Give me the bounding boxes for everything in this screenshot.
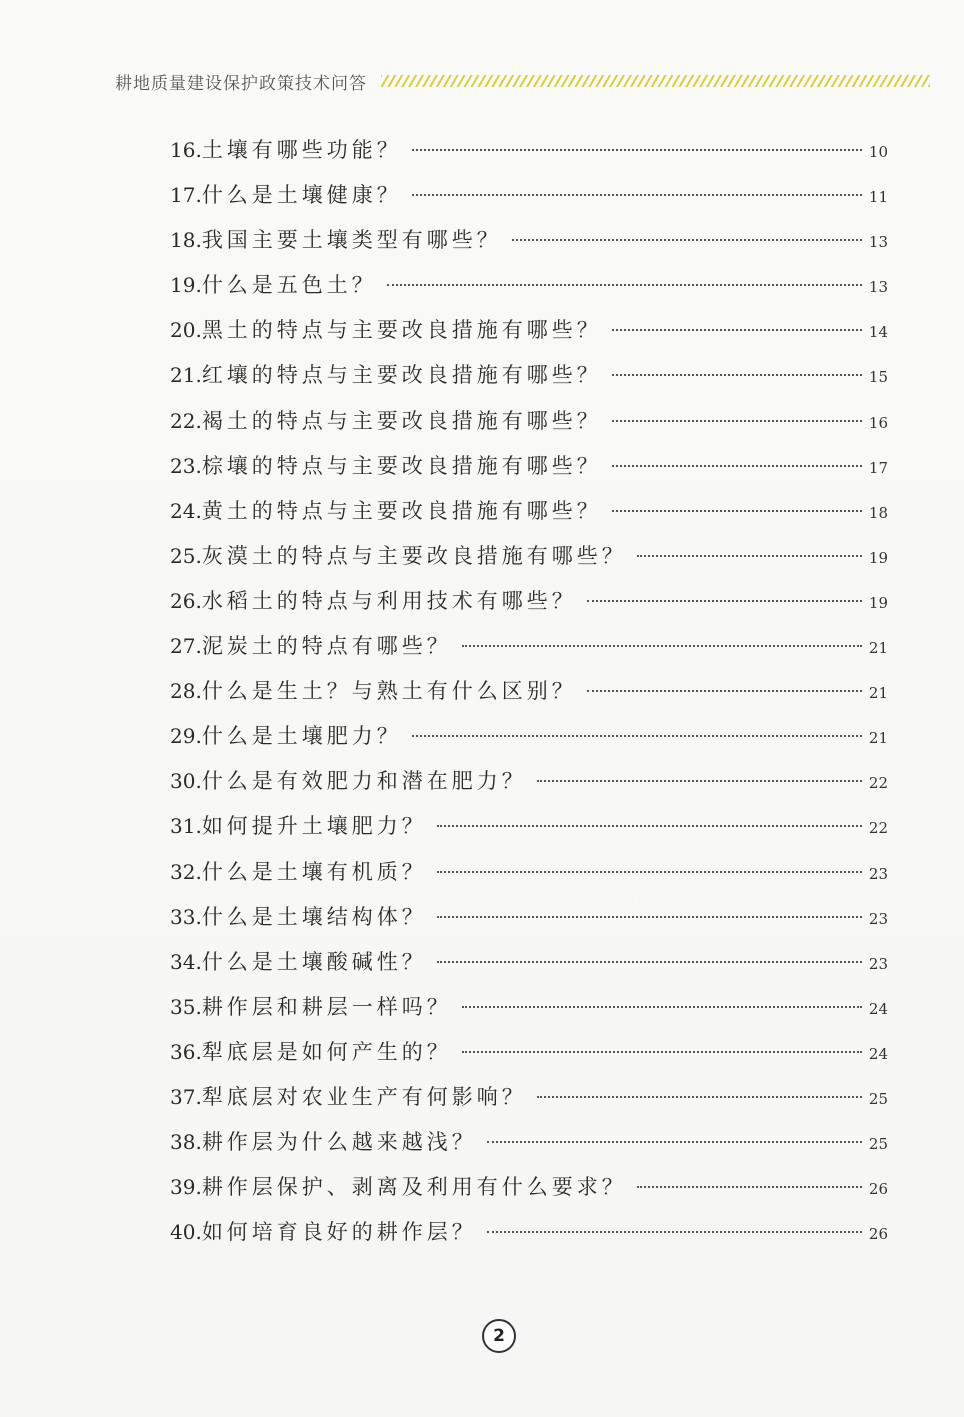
- toc-entry-number: 29.: [170, 724, 202, 749]
- toc-entry-title: 水稻土的特点与利用技术有哪些？: [201, 588, 577, 613]
- toc-leader-dots: [462, 1051, 862, 1053]
- toc-entry[interactable]: [170, 359, 888, 404]
- toc-entry[interactable]: [170, 540, 888, 585]
- toc-leader-dots: [412, 194, 862, 196]
- toc-entry-number: 35.: [170, 994, 202, 1019]
- toc-entry-title: 什么是五色土？: [201, 273, 377, 298]
- toc-entry-number: 18.: [170, 228, 202, 253]
- toc-entry-number: 31.: [170, 814, 202, 839]
- toc-entry-number: 34.: [170, 949, 202, 974]
- toc-entry-page: 13: [868, 278, 888, 297]
- toc-entry-number: 21.: [170, 363, 202, 388]
- toc-entry-page: 26: [868, 1225, 888, 1244]
- toc-entry-title: 什么是生土？与熟土有什么区别？: [201, 679, 577, 704]
- toc-entry-title: 褐土的特点与主要改良措施有哪些？: [201, 408, 602, 433]
- toc-entry-title: 犁底层对农业生产有何影响？: [201, 1084, 527, 1109]
- header-title: 耕地质量建设保护政策技术问答: [115, 73, 367, 94]
- toc-entry[interactable]: [170, 765, 888, 810]
- toc-entry[interactable]: [170, 946, 888, 991]
- toc-entry-number: 27.: [170, 634, 202, 659]
- toc-entry-page: 15: [868, 368, 888, 387]
- toc-entry[interactable]: [170, 630, 888, 675]
- toc-entry-number: 25.: [170, 543, 202, 568]
- toc-entry-number: 38.: [170, 1130, 202, 1155]
- toc-leader-dots: [437, 961, 862, 963]
- toc-entry[interactable]: [170, 495, 888, 540]
- toc-entry-number: 23.: [170, 453, 202, 478]
- toc-entry-page: 24: [868, 1044, 888, 1063]
- toc-entry-page: 10: [868, 143, 888, 161]
- toc-entry[interactable]: [170, 1081, 888, 1126]
- toc-entry[interactable]: [170, 179, 888, 224]
- toc-entry-page: 21: [868, 729, 888, 748]
- toc-entry-title: 土壤有哪些功能？: [201, 138, 402, 162]
- toc-entry-page: 21: [868, 684, 888, 703]
- toc-entry[interactable]: [170, 1216, 888, 1261]
- toc-entry-page: 22: [868, 819, 888, 838]
- toc-leader-dots: [387, 284, 862, 286]
- toc-entry-page: 17: [868, 458, 888, 477]
- toc-entry[interactable]: [170, 810, 888, 855]
- toc-entry-number: 17.: [170, 183, 202, 208]
- toc-entry-number: 19.: [170, 273, 202, 298]
- toc-entry[interactable]: [170, 1171, 888, 1216]
- toc-leader-dots: [537, 780, 862, 782]
- toc-entry-title: 泥炭土的特点有哪些？: [201, 634, 452, 659]
- toc-entry[interactable]: [170, 675, 888, 720]
- toc-entry-page: 21: [868, 639, 888, 658]
- toc-entry-page: 16: [868, 413, 888, 432]
- toc-leader-dots: [612, 329, 862, 331]
- toc-leader-dots: [437, 916, 862, 918]
- toc-entry-title: 我国主要土壤类型有哪些？: [201, 228, 502, 253]
- toc-entry[interactable]: [170, 901, 888, 946]
- toc-leader-dots: [437, 871, 862, 873]
- toc-leader-dots: [637, 1186, 862, 1188]
- toc-leader-dots: [487, 1141, 862, 1143]
- toc-entry-title: 什么是土壤健康？: [201, 183, 402, 208]
- toc-entry-page: 23: [868, 909, 888, 928]
- toc-entry-number: 16.: [170, 138, 202, 162]
- toc-entry-page: 13: [868, 233, 888, 252]
- toc-entry-page: 22: [868, 774, 888, 793]
- toc-entry-number: 33.: [170, 904, 202, 929]
- toc-entry-number: 22.: [170, 408, 202, 433]
- toc-leader-dots: [412, 735, 862, 737]
- toc-entry-page: 25: [868, 1089, 888, 1108]
- toc-entry-page: 23: [868, 954, 888, 973]
- toc-entry-title: 什么是土壤酸碱性？: [201, 949, 427, 974]
- toc-entry-number: 26.: [170, 588, 202, 613]
- toc-leader-dots: [637, 555, 862, 557]
- toc-entry-page: 19: [868, 593, 888, 612]
- toc-leader-dots: [612, 465, 862, 467]
- toc-entry-number: 28.: [170, 679, 202, 704]
- toc-entry[interactable]: [170, 405, 888, 450]
- toc-entry-number: 39.: [170, 1175, 202, 1200]
- toc-leader-dots: [612, 420, 862, 422]
- toc-entry-title: 黑土的特点与主要改良措施有哪些？: [201, 318, 602, 343]
- toc-entry[interactable]: [170, 856, 888, 901]
- toc-entry-page: 11: [868, 188, 888, 207]
- toc-leader-dots: [537, 1096, 862, 1098]
- toc-entry-title: 黄土的特点与主要改良措施有哪些？: [201, 498, 602, 523]
- toc-entry-title: 红壤的特点与主要改良措施有哪些？: [201, 363, 602, 388]
- toc-entry[interactable]: [170, 991, 888, 1036]
- running-header: [115, 68, 930, 94]
- toc-entry[interactable]: [170, 720, 888, 765]
- toc-leader-dots: [462, 1006, 862, 1008]
- toc-entry-page: 26: [868, 1180, 888, 1199]
- toc-leader-dots: [512, 239, 862, 241]
- toc-leader-dots: [487, 1231, 862, 1233]
- toc-entry[interactable]: [170, 1036, 888, 1081]
- toc-entry-number: 30.: [170, 769, 202, 794]
- page-number: 2: [482, 1319, 516, 1353]
- toc-entry-number: 24.: [170, 498, 202, 523]
- toc-entry-page: 24: [868, 999, 888, 1018]
- toc-entry-page: 25: [868, 1135, 888, 1154]
- toc-entry-title: 什么是土壤结构体？: [201, 904, 427, 929]
- toc-entry-title: 什么是有效肥力和潜在肥力？: [201, 769, 527, 794]
- toc-entry[interactable]: [170, 314, 888, 359]
- toc-entry[interactable]: [170, 585, 888, 630]
- toc-leader-dots: [612, 374, 862, 376]
- toc-entry-title: 棕壤的特点与主要改良措施有哪些？: [201, 453, 602, 478]
- toc-leader-dots: [587, 690, 862, 692]
- toc-entry-title: 耕作层和耕层一样吗？: [201, 994, 452, 1019]
- toc-leader-dots: [587, 600, 862, 602]
- toc-entry-title: 如何提升土壤肥力？: [201, 814, 427, 839]
- toc-entry[interactable]: [170, 1126, 888, 1171]
- toc-entry-title: 耕作层保护、剥离及利用有什么要求？: [201, 1175, 627, 1200]
- toc-entry[interactable]: [170, 224, 888, 269]
- toc-entry-page: 23: [868, 864, 888, 883]
- table-of-contents: [170, 134, 888, 1261]
- toc-entry-number: 36.: [170, 1039, 202, 1064]
- toc-entry-title: 犁底层是如何产生的？: [201, 1039, 452, 1064]
- toc-entry-title: 什么是土壤肥力？: [201, 724, 402, 749]
- toc-entry-number: 32.: [170, 859, 202, 884]
- toc-entry-page: 18: [868, 503, 888, 522]
- toc-entry[interactable]: [170, 269, 888, 314]
- toc-entry-title: 什么是土壤有机质？: [201, 859, 427, 884]
- toc-entry[interactable]: [170, 450, 888, 495]
- toc-leader-dots: [612, 510, 862, 512]
- toc-entry[interactable]: [170, 134, 888, 179]
- toc-leader-dots: [437, 825, 862, 827]
- toc-entry-title: 如何培育良好的耕作层？: [201, 1220, 477, 1245]
- toc-leader-dots: [462, 645, 862, 647]
- toc-entry-title: 耕作层为什么越来越浅？: [201, 1130, 477, 1155]
- header-stripe-decoration: [381, 75, 930, 87]
- toc-entry-page: 14: [868, 323, 888, 342]
- toc-entry-number: 40.: [170, 1220, 202, 1245]
- toc-entry-number: 20.: [170, 318, 202, 343]
- toc-entry-number: 37.: [170, 1084, 202, 1109]
- toc-entry-title: 灰漠土的特点与主要改良措施有哪些？: [201, 543, 627, 568]
- toc-leader-dots: [412, 149, 862, 151]
- toc-entry-page: 19: [868, 548, 888, 567]
